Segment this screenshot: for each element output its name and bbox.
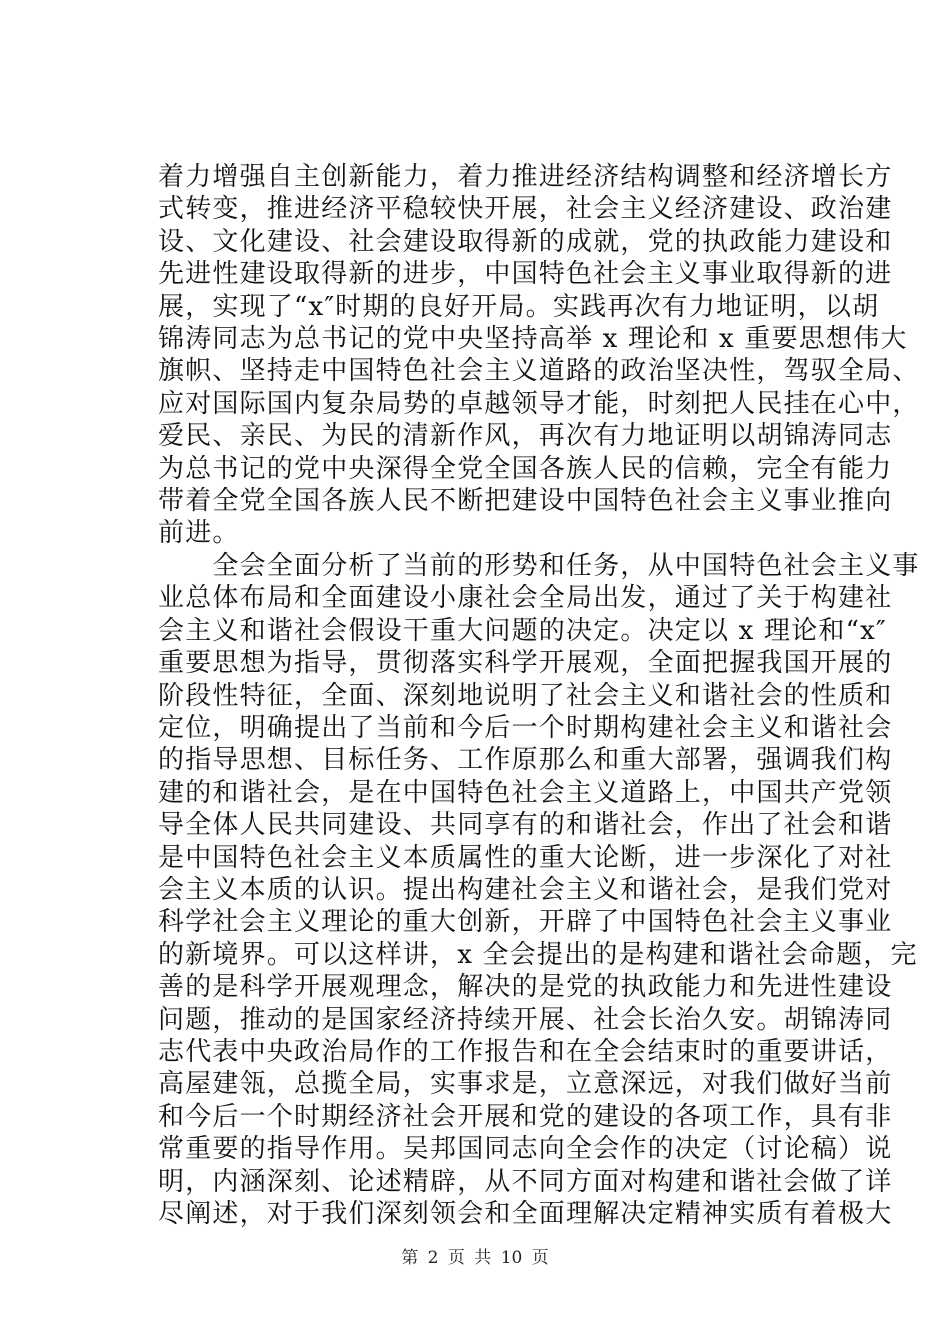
body-text-line: 应对国际国内复杂局势的卓越领导才能，时刻把人民挂在心中，	[158, 389, 920, 419]
body-text-line: 科学社会主义理论的重大创新，开辟了中国特色社会主义事业	[158, 907, 893, 937]
body-text-line: 旗帜、坚持走中国特色社会主义道路的政治坚决性，驾驭全局、	[158, 356, 920, 386]
page-footer: 第 2 页 共 10 页	[401, 1248, 549, 1268]
body-text-line: 常重要的指导作用。吴邦国同志向全会作的决定（讨论稿）说	[158, 1134, 893, 1164]
body-text-line: 善的是科学开展观理念，解决的是党的执政能力和先进性建设	[158, 972, 893, 1002]
body-text-line: 为总书记的党中央深得全党全国各族人民的信赖，完全有能力	[158, 454, 893, 484]
body-text-line: 尽阐述，对于我们深刻领会和全面理解决定精神实质有着极大	[158, 1199, 893, 1229]
body-text-line: 带着全党全国各族人民不断把建设中国特色社会主义事业推向	[158, 486, 893, 516]
body-text-line: 设、文化建设、社会建设取得新的成就，党的执政能力建设和	[158, 227, 893, 257]
body-text-line: 导全体人民共同建设、共同享有的和谐社会，作出了社会和谐	[158, 810, 893, 840]
body-text-line: 锦涛同志为总书记的党中央坚持高举 x 理论和 x 重要思想伟大	[158, 324, 908, 354]
body-text-line: 先进性建设取得新的进步，中国特色社会主义事业取得新的进	[158, 259, 893, 289]
body-text-line: 式转变，推进经济平稳较快开展，社会主义经济建设、政治建	[158, 194, 893, 224]
body-text-line: 明，内涵深刻、论述精辟，从不同方面对构建和谐社会做了详	[158, 1167, 893, 1197]
body-text-line: 的新境界。可以这样讲，x 全会提出的是构建和谐社会命题，完	[158, 940, 918, 970]
body-text-line: 爱民、亲民、为民的清新作风，再次有力地证明以胡锦涛同志	[158, 421, 893, 451]
body-text-line: 志代表中央政治局作的工作报告和在全会结束时的重要讲话，	[158, 1037, 893, 1067]
body-text-line: 建的和谐社会，是在中国特色社会主义道路上，中国共产党领	[158, 778, 893, 808]
body-text-line: 重要思想为指导，贯彻落实科学开展观，全面把握我国开展的	[158, 648, 893, 678]
body-text-line: 是中国特色社会主义本质属性的重大论断，进一步深化了对社	[158, 843, 893, 873]
body-text-line: 会主义和谐社会假设干重大问题的决定。决定以 x 理论和“x″	[158, 616, 887, 646]
body-text-line: 会主义本质的认识。提出构建社会主义和谐社会，是我们党对	[158, 875, 893, 905]
body-text-line: 和今后一个时期经济社会开展和党的建设的各项工作，具有非	[158, 1102, 893, 1132]
body-text-line: 展，实现了“x″时期的良好开局。实践再次有力地证明，以胡	[158, 292, 880, 322]
body-text-line: 定位，明确提出了当前和今后一个时期构建社会主义和谐社会	[158, 713, 893, 743]
body-text-line: 着力增强自主创新能力，着力推进经济结构调整和经济增长方	[158, 162, 893, 192]
body-text-line: 问题，推动的是国家经济持续开展、社会长治久安。胡锦涛同	[158, 1005, 893, 1035]
body-text-line: 的指导思想、目标任务、工作原那么和重大部署，强调我们构	[158, 745, 893, 775]
paragraph-start-line: 全会全面分析了当前的形势和任务，从中国特色社会主义事	[158, 551, 920, 581]
body-text-line: 高屋建瓴，总揽全局，实事求是，立意深远，对我们做好当前	[158, 1069, 893, 1099]
body-text-line: 业总体布局和全面建设小康社会全局出发，通过了关于构建社	[158, 583, 893, 613]
body-text-line: 前进。	[158, 518, 240, 548]
body-text-line: 阶段性特征，全面、深刻地说明了社会主义和谐社会的性质和	[158, 681, 893, 711]
